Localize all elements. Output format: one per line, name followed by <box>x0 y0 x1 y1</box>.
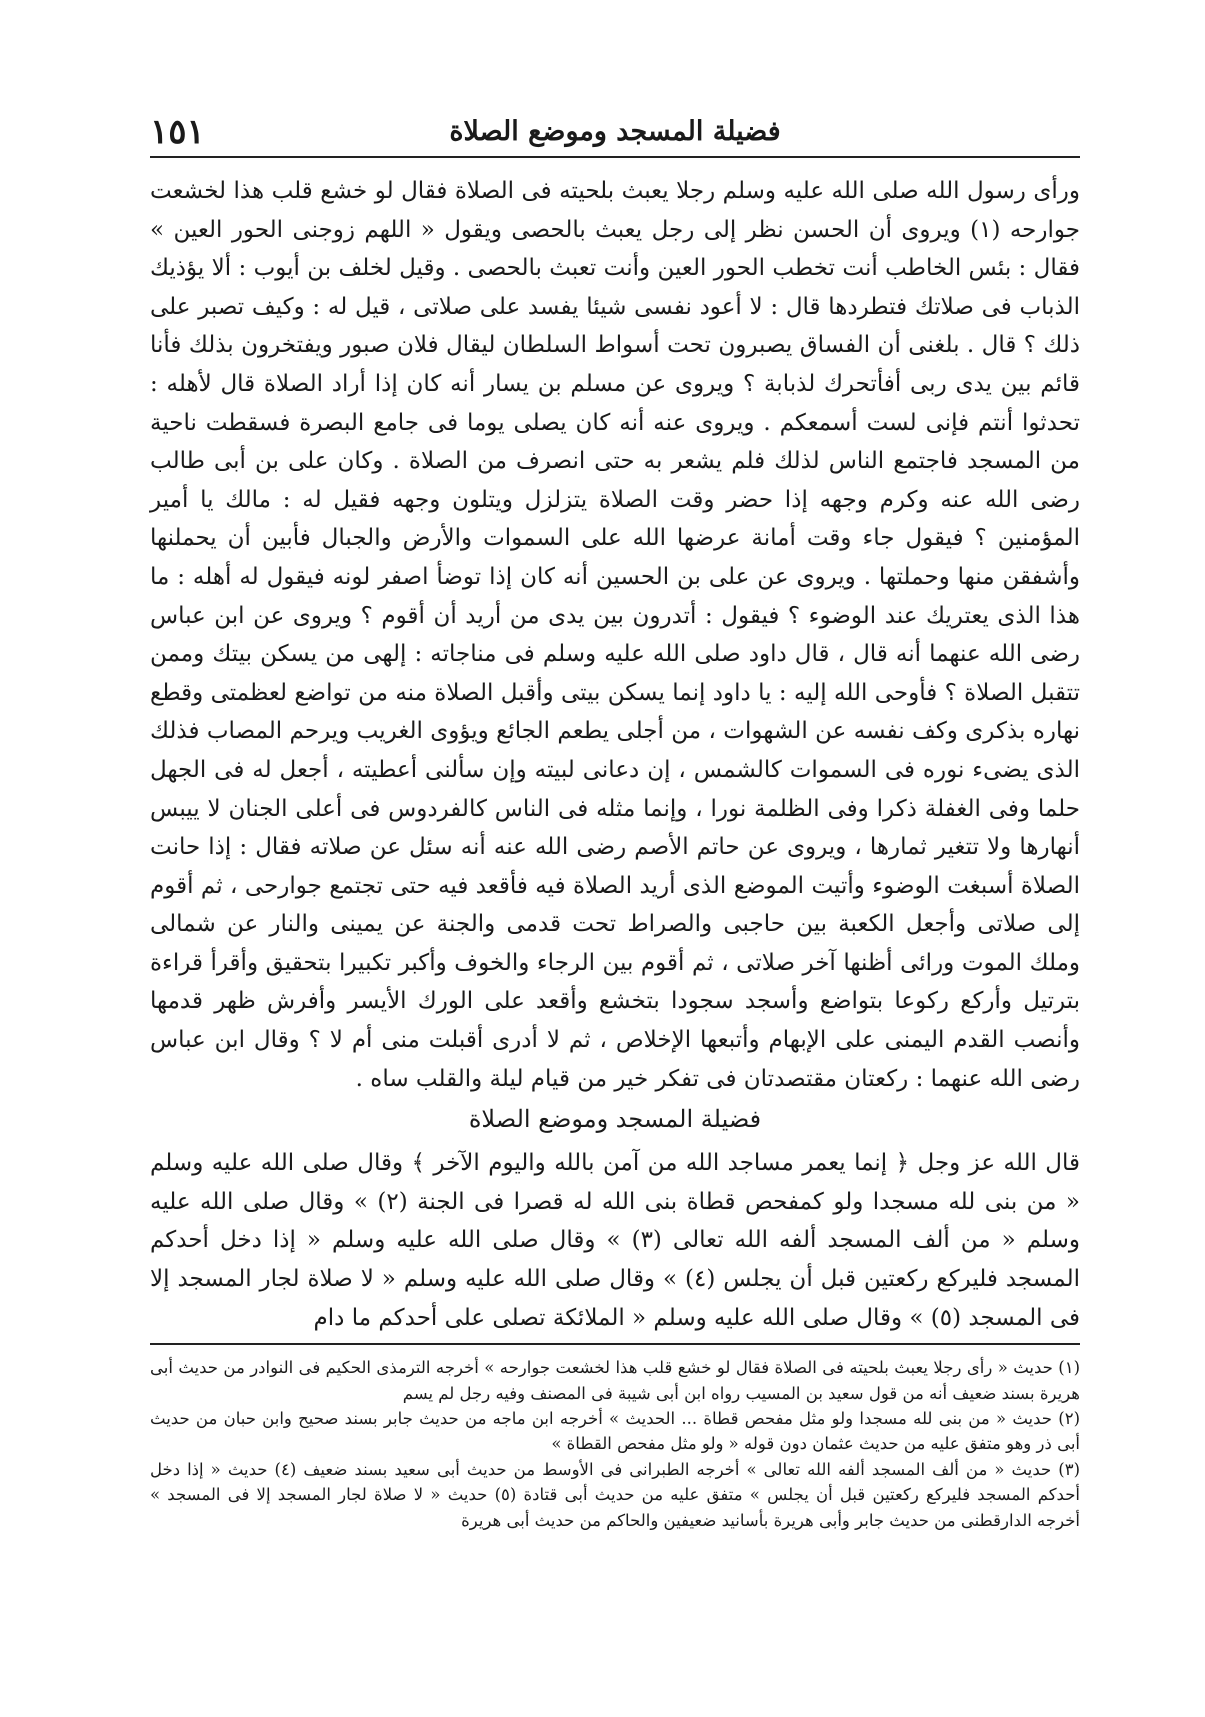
running-title: فضيلة المسجد وموضع الصلاة <box>449 116 781 147</box>
footnotes <box>150 1355 1080 1533</box>
footnote-1: (١) حديث « رأى رجلا يعبث بلحيته فى الصلاة فقال لو خشع قلب هذا لخشعت جوارحه » أخرجه الترمذى الحكيم فى النوادر من حديث أبى هريرة بسند ضعيف أنه من قول سعيد بن المسيب رواه ابن أبى شيبة فى المصنف وفيه رجل لم يسم <box>150 1358 1080 1403</box>
section-title: فضيلة المسجد وموضع الصلاة <box>468 1105 762 1134</box>
footnote-divider <box>150 1343 1080 1345</box>
footnote-3-5: (٣) حديث « من ألف المسجد ألفه الله تعالى » أخرجه الطبرانى فى الأوسط من حديث أبى سعيد بسند ضعيف (٤) حديث « إذا دخل أحدكم المسجد فليركع ركعتين قبل أن يجلس » متفق عليه من حديث أبى قتادة (٥) حديث « لا صلاة لجار المسجد إلا فى المسجد » أخرجه الدارقطنى من حديث جابر وأبى هريرة بأسانيد ضعيفين والحاكم من حديث أبى هريرة <box>150 1459 1080 1530</box>
book-page <box>150 110 1080 1533</box>
footnote-2: (٢) حديث « من بنى لله مسجدا ولو مثل مفحص قطاة ... الحديث » أخرجه ابن ماجه من حديث جابر بسند صحيح وابن حبان من حديث أبى ذر وهو متفق عليه من حديث عثمان دون قوله « ولو مثل مفحص القطاة » <box>150 1409 1080 1454</box>
page-header <box>150 110 1080 158</box>
paragraph-khushu: ورأى رسول الله صلى الله عليه وسلم رجلا يعبث بلحيته فى الصلاة فقال لو خشع قلب هذا لخشعت جوارحه (١) ويروى أن الحسن نظر إلى رجل يعبث بالحصى ويقول « اللهم زوجنى الحور العين » فقال : بئس الخاطب أنت تخطب الحور العين وأنت تعبث بالحصى . وقيل لخلف بن أيوب : ألا يؤذيك الذباب فى صلاتك فتطردها قال : لا أعود نفسى شيئا يفسد على صلاتى ، قيل له : وكيف تصبر على ذلك ؟ قال . بلغنى أن الفساق يصبرون تحت أسواط السلطان ليقال فلان صبور ويفتخرون بذلك فأنا قائم بين يدى ربى أفأتحرك لذبابة ؟ ويروى عن مسلم بن يسار أنه كان إذا أراد الصلاة قال لأهله : تحدثوا أنتم فإنى لست أسمعكم . ويروى عنه أنه كان يصلى يوما فى جامع البصرة فسقطت ناحية من المسجد فاجتمع الناس لذلك فلم يشعر به حتى انصرف من الصلاة . وكان على بن أبى طالب رضى الله عنه وكرم وجهه إذا حضر وقت الصلاة يتزلزل ويتلون وجهه فقيل له : مالك يا أمير المؤمنين ؟ فيقول جاء وقت أمانة عرضها الله على السموات والأرض والجبال فأبين أن يحملنها وأشفقن منها وحملتها . ويروى عن على بن الحسين أنه كان إذا توضأ اصفر لونه فيقول له أهله : ما هذا الذى يعتريك عند الوضوء ؟ فيقول : أتدرون بين يدى من أريد أن أقوم ؟ ويروى عن ابن عباس رضى الله عنهما أنه قال ، قال داود صلى الله عليه وسلم فى مناجاته : إلهى من يسكن بيتك وممن تتقبل الصلاة ؟ فأوحى الله إليه : يا داود إنما يسكن بيتى وأقبل الصلاة منه من تواضع لعظمتى وقطع نهاره بذكرى وكف نفسه عن الشهوات ، من أجلى يطعم الجائع ويؤوى الغريب ويرحم المصاب فذلك الذى يضىء نوره فى السموات كالشمس ، إن دعانى لبيته وإن سألنى أعطيته ، أجعل له فى الجهل حلما وفى الغفلة ذكرا وفى الظلمة نورا ، وإنما مثله فى الناس كالفردوس فى أعلى الجنان لا ييبس أنهارها ولا تتغير ثمارها ، ويروى عن حاتم الأصم رضى الله عنه أنه سئل عن صلاته فقال : إذا حانت الصلاة أسبغت الوضوء وأتيت الموضع الذى أريد الصلاة فيه فأقعد فيه حتى تجتمع جوارحى ، ثم أقوم إلى صلاتى وأجعل الكعبة بين حاجبى والصراط تحت قدمى والجنة عن يمينى والنار عن شمالى وملك الموت ورائى أظنها آخر صلاتى ، ثم أقوم بين الرجاء والخوف وأكبر تكبيرا بتحقيق وأقرأ قراءة بترتيل وأركع ركوعا بتواضع وأسجد سجودا بتخشع وأقعد على الورك الأيسر وأفرش ظهر قدمها وأنصب القدم اليمنى على الإبهام وأتبعها الإخلاص ، ثم لا أدرى أقبلت منى أم لا ؟ وقال ابن عباس رضى الله عنهما : ركعتان مقتصدتان فى تفكر خير من قيام ليلة والقلب ساه . <box>150 178 1080 1092</box>
main-text <box>150 172 1080 1337</box>
paragraph-masjid: قال الله عز وجل ﴿ إنما يعمر مساجد الله من آمن بالله واليوم الآخر ﴾ وقال صلى الله عليه وسلم « من بنى لله مسجدا ولو كمفحص قطاة بنى الله له قصرا فى الجنة (٢) » وقال صلى الله عليه وسلم « من ألف المسجد ألفه الله تعالى (٣) » وقال صلى الله عليه وسلم « إذا دخل أحدكم المسجد فليركع ركعتين قبل أن يجلس (٤) » وقال صلى الله عليه وسلم « لا صلاة لجار المسجد إلا فى المسجد (٥) » وقال صلى الله عليه وسلم « الملائكة تصلى على أحدكم ما دام <box>150 1150 1081 1331</box>
page-number: ١٥١ <box>150 112 205 152</box>
